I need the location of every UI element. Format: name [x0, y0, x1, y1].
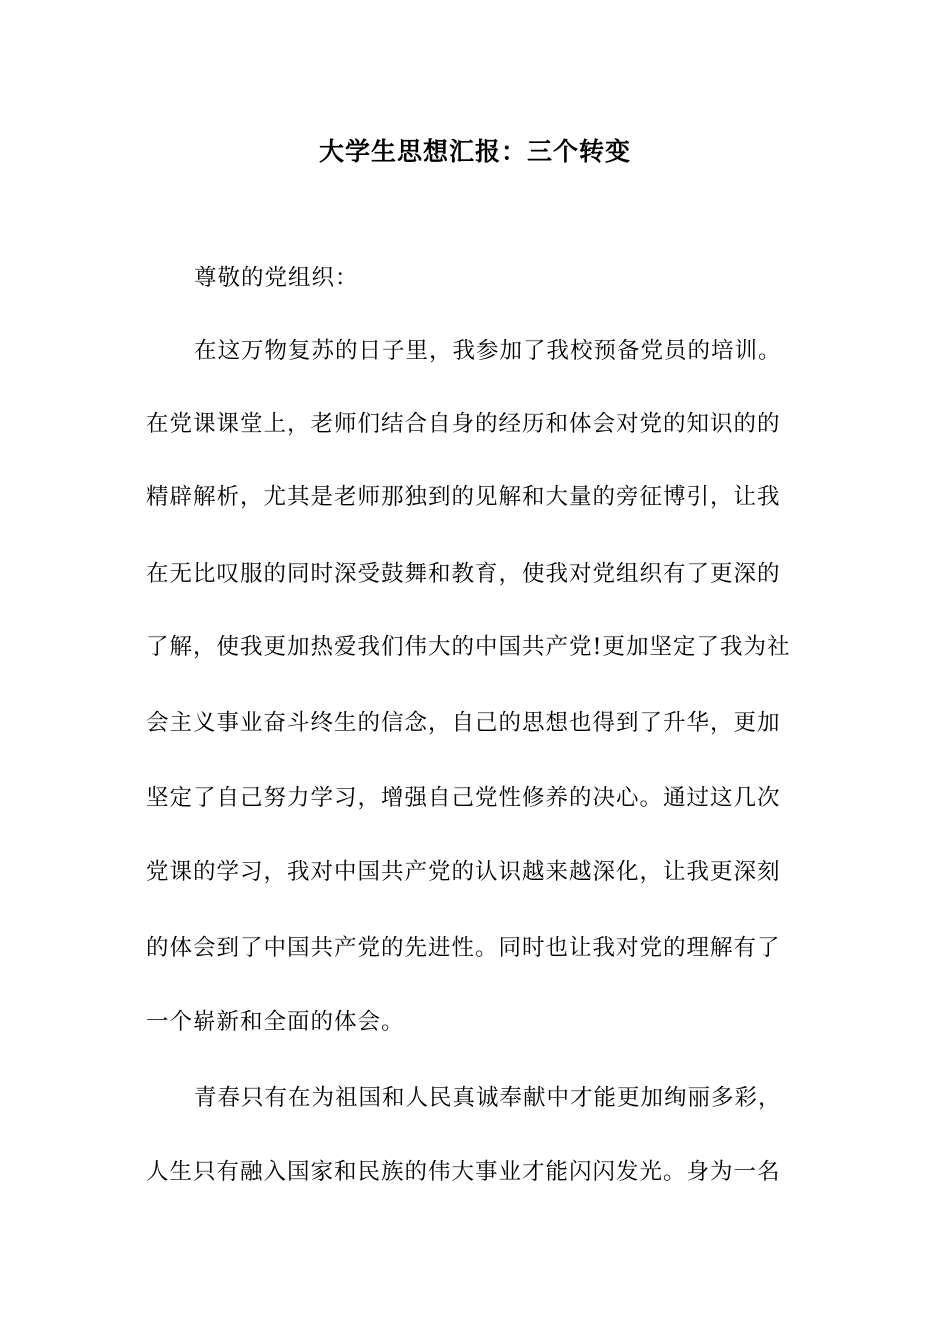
paragraph-line: 在这万物复苏的日子里，我参加了我校预备党员的培训。 [194, 338, 782, 364]
salutation: 尊敬的党组织： [194, 265, 359, 291]
paragraph-line: 党课的学习，我对中国共产党的认识越来越深化，让我更深刻 [146, 859, 781, 885]
paragraph-line: 的体会到了中国共产党的先进性。同时也让我对党的理解有了 [146, 935, 781, 961]
paragraph-line: 在党课课堂上，老师们结合自身的经历和体会对党的知识的的 [146, 411, 781, 437]
paragraph-line: 会主义事业奋斗终生的信念，自己的思想也得到了升华，更加 [146, 710, 781, 736]
paragraph-line: 精辟解析，尤其是老师那独到的见解和大量的旁征博引，让我 [146, 484, 781, 510]
document-title: 大学生思想汇报：三个转变 [318, 137, 631, 166]
paragraph-line: 青春只有在为祖国和人民真诚奉献中才能更加绚丽多彩， [194, 1085, 782, 1111]
paragraph-line: 一个崭新和全面的体会。 [146, 1009, 405, 1035]
paragraph-line: 在无比叹服的同时深受鼓舞和教育，使我对党组织有了更深的 [146, 561, 781, 587]
paragraph-line: 了解，使我更加热爱我们伟大的中国共产党!更加坚定了我为社 [146, 634, 791, 660]
paragraph-line: 坚定了自己努力学习，增强自己党性修养的决心。通过这几次 [146, 785, 781, 811]
paragraph-line: 人生只有融入国家和民族的伟大事业才能闪闪发光。身为一名 [146, 1159, 781, 1185]
